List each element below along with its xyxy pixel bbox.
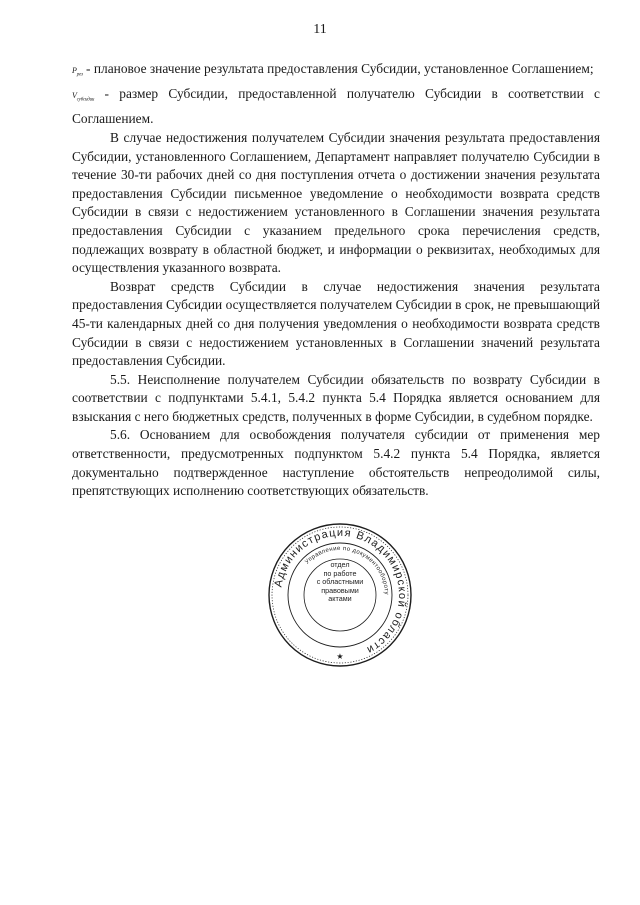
paragraph-return: Возврат средств Субсидии в случае недостижения значения результата предоставления Субсидии осуществляется получателем Субсидии в срок, не превышающий 45-ти календарных дней со дня получения уведомления о необходимости возврата средств Субсидии в связи с недостижением установленных в Соглашении значений результата предоставления Субсидии.	[72, 278, 600, 369]
paragraph-5-5: 5.5. Неисполнение получателем Субсидии обязательств по возврату Субсидии в соответствии с подпунктами 5.4.1, 5.4.2 пункта 5.4 Порядка является основанием для взыскания с него бюджетных средств, полученных в форме Субсидии, в судебном порядке.	[72, 371, 600, 424]
paragraph-5-6: 5.6. Основанием для освобождения получателя субсидии от применения мер ответственности, предусмотренных подпунктом 5.4.2 пункта 5.4 Порядка, является документально подтвержденное наступление обстоятельств непреодолимой силы, препятствующих исполнению соответствующих обязательств.	[72, 427, 600, 499]
stamp-center-text: отдел по работе с областными правовыми актами	[316, 560, 364, 604]
stamp-inner-text: Управление по документообороту	[304, 545, 390, 596]
paragraph-notification: В случае недостижения получателем Субсидии значения результата предоставления Субсидии, установленного Соглашением, Департамент направляет получателю Субсидии в течение 30-ти рабочих дней со дня поступления отчета о достижении значения результата предоставления Субсидии письменное уведомление о необходимости возврата средств Субсидии в связи с недостижением установленного в Соглашении значения результата предоставления Субсидии с указанием предельного срока перечисления средств, подлежащих возврату в областной бюджет, и информации о реквизитах, необходимых для осуществления указанного возврата.	[72, 129, 600, 276]
star-icon: ★	[336, 652, 344, 661]
formula-variable: $P_{рез}$	[72, 66, 83, 78]
definition-text: - размер Субсидии, предоставленной получателю Субсидии в соответствии с Соглашением.	[72, 86, 600, 127]
official-stamp	[266, 521, 414, 669]
definition-text: - плановое значение результата предоставления Субсидии, установленное Соглашением;	[82, 61, 594, 76]
definition-v-subsidy	[72, 85, 600, 129]
formula-variable: $V_{субсидии}$	[72, 91, 95, 103]
definition-p-rez	[72, 60, 600, 85]
document-body	[72, 60, 600, 501]
stamp-outer-text: Администрация Владимирской области	[272, 526, 409, 657]
page-number: 11	[313, 22, 327, 37]
